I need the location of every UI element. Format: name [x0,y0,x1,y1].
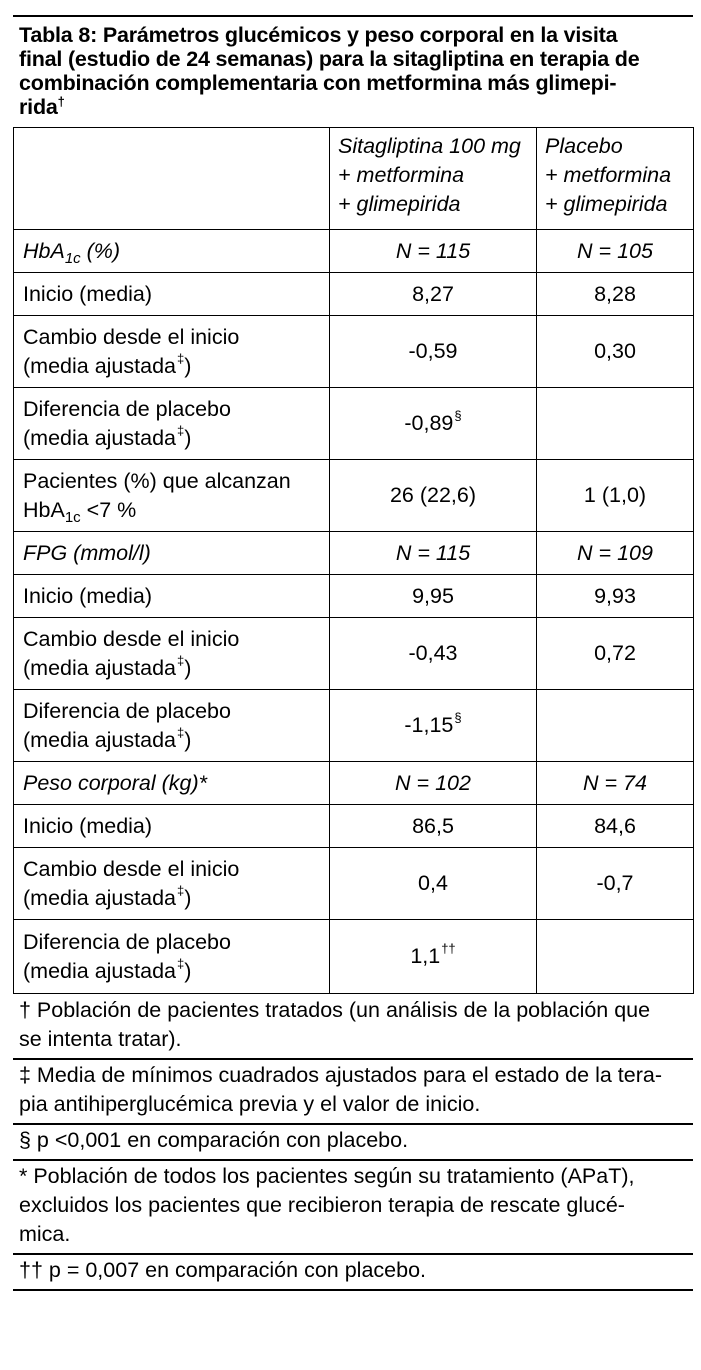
row-label [14,618,330,690]
cell-value: 1,1 [410,944,441,968]
title-line [19,95,689,119]
cell-sitagliptina: 9,95 [330,575,537,618]
label-part: ) [184,425,192,450]
footnote-line: pia antihiperglucémica previa y el valor de inicio. [19,1092,481,1116]
footnote-mark: ‡ [176,724,185,740]
table-title [13,17,693,127]
label-part: (media ajustada [23,727,176,752]
label-subscript: 1c [64,249,81,267]
footnote-mark: ‡ [176,652,185,668]
row-label [14,388,330,460]
row-label: Peso corporal (kg)* [14,762,330,805]
header-empty-cell [14,128,330,230]
cell-sitagliptina [330,690,537,762]
cell-placebo: N = 105 [537,230,694,273]
label-part: HbA [23,238,65,263]
footnote-mark: ‡ [176,422,185,438]
header-placebo [537,128,694,230]
cell-sitagliptina [330,388,537,460]
cell-placebo: 84,6 [537,805,694,848]
section-row-hba1c [14,230,694,273]
label-line [23,352,321,381]
footnote-line: § p <0,001 en comparación con placebo. [19,1128,409,1152]
label-line: Pacientes (%) que alcanzan [23,468,291,493]
cell-placebo [537,690,694,762]
cell-sitagliptina: 26 (22,6) [330,460,537,532]
label-line [23,726,321,755]
footnote-line: excluidos los pacientes que recibieron terapia de rescate glucé- [19,1193,625,1217]
footnote-mark: ‡ [176,882,185,898]
footnote-double-dagger [13,1255,693,1291]
table-row [14,920,694,994]
cell-placebo: 8,28 [537,273,694,316]
cell-placebo: N = 74 [537,762,694,805]
cell-sitagliptina: N = 102 [330,762,537,805]
table-row [14,460,694,532]
header-sitagliptina [330,128,537,230]
label-part: ) [184,353,192,378]
label-part: <7 % [80,497,137,522]
cell-placebo: 1 (1,0) [537,460,694,532]
footnote-asterisk [13,1161,693,1255]
footnote-line: * Población de todos los pacientes según su tratamiento (APaT), [19,1164,635,1188]
row-label [14,230,330,273]
footnote-line: † Población de pacientes tratados (un análisis de la población que [19,998,651,1022]
label-part: ) [184,727,192,752]
label-part: ) [184,885,192,910]
title-line: Tabla 8: Parámetros glucémicos y peso corporal en la visita [19,23,618,47]
label-line: Cambio desde el inicio [23,856,240,881]
label-line [23,957,321,986]
table-row [14,805,694,848]
cell-value: -1,15 [404,713,454,737]
footnote-dagger [13,994,693,1060]
row-label: Inicio (media) [14,805,330,848]
label-line: Cambio desde el inicio [23,626,240,651]
cell-sitagliptina: -0,43 [330,618,537,690]
label-line [23,654,321,683]
title-dagger-mark: † [57,94,65,109]
cell-value: -0,89 [404,411,454,435]
label-part: HbA [23,497,65,522]
label-part: ) [184,958,192,983]
document-page [13,15,693,1291]
header-line: Sitagliptina 100 mg [338,134,521,158]
cell-placebo: 0,72 [537,618,694,690]
label-line: Diferencia de placebo [23,396,231,421]
results-table [13,127,694,994]
row-label [14,848,330,920]
footnote-line: se intenta tratar). [19,1027,182,1051]
table-row [14,575,694,618]
row-label [14,460,330,532]
label-line: Cambio desde el inicio [23,324,240,349]
row-label [14,690,330,762]
table-header-row [14,128,694,230]
cell-sitagliptina: N = 115 [330,230,537,273]
label-part: (media ajustada [23,425,176,450]
footnote-mark: § [454,710,462,725]
cell-placebo: 0,30 [537,316,694,388]
header-line: + glimepirida [338,192,461,216]
cell-sitagliptina [330,920,537,994]
row-label: Inicio (media) [14,575,330,618]
header-line: + metformina [545,163,672,187]
table-row [14,388,694,460]
footnote-mark: ‡ [176,350,185,366]
cell-sitagliptina: -0,59 [330,316,537,388]
label-part: ) [184,655,192,680]
cell-placebo: -0,7 [537,848,694,920]
table-row [14,848,694,920]
label-line [23,424,321,453]
footnote-mark: § [454,408,462,423]
cell-sitagliptina: 8,27 [330,273,537,316]
cell-placebo [537,388,694,460]
cell-sitagliptina: 0,4 [330,848,537,920]
cell-sitagliptina: 86,5 [330,805,537,848]
table-row [14,618,694,690]
label-line: Diferencia de placebo [23,698,231,723]
cell-placebo [537,920,694,994]
cell-placebo: 9,93 [537,575,694,618]
label-part: (media ajustada [23,958,176,983]
label-part: (media ajustada [23,353,176,378]
cell-sitagliptina: N = 115 [330,532,537,575]
footnotes [13,994,693,1291]
header-line: Placebo [545,134,623,158]
footnote-mark: ‡ [176,955,185,971]
label-part: (media ajustada [23,655,176,680]
label-line: Diferencia de placebo [23,929,231,954]
table-row [14,316,694,388]
row-label [14,316,330,388]
row-label [14,920,330,994]
label-line [23,884,321,913]
header-line: + metformina [338,163,465,187]
row-label: FPG (mmol/l) [14,532,330,575]
title-line-text: rida [19,95,58,119]
footnote-line: †† p = 0,007 en comparación con placebo. [19,1258,426,1282]
footnote-section [13,1125,693,1161]
section-row-fpg [14,532,694,575]
cell-placebo: N = 109 [537,532,694,575]
title-line: combinación complementaria con metformina más glimepi- [19,71,617,95]
table-row [14,273,694,316]
footnote-ddagger [13,1060,693,1125]
label-line [23,496,321,525]
footnote-line: ‡ Media de mínimos cuadrados ajustados para el estado de la tera- [19,1063,662,1087]
footnote-mark: †† [441,941,456,956]
row-label: Inicio (media) [14,273,330,316]
label-part: (%) [80,238,121,263]
table-row [14,690,694,762]
title-line: final (estudio de 24 semanas) para la sitagliptina en terapia de [19,47,640,71]
section-row-peso [14,762,694,805]
label-part: (media ajustada [23,885,176,910]
header-line: + glimepirida [545,192,668,216]
label-subscript: 1c [64,508,81,526]
footnote-line: mica. [19,1222,71,1246]
